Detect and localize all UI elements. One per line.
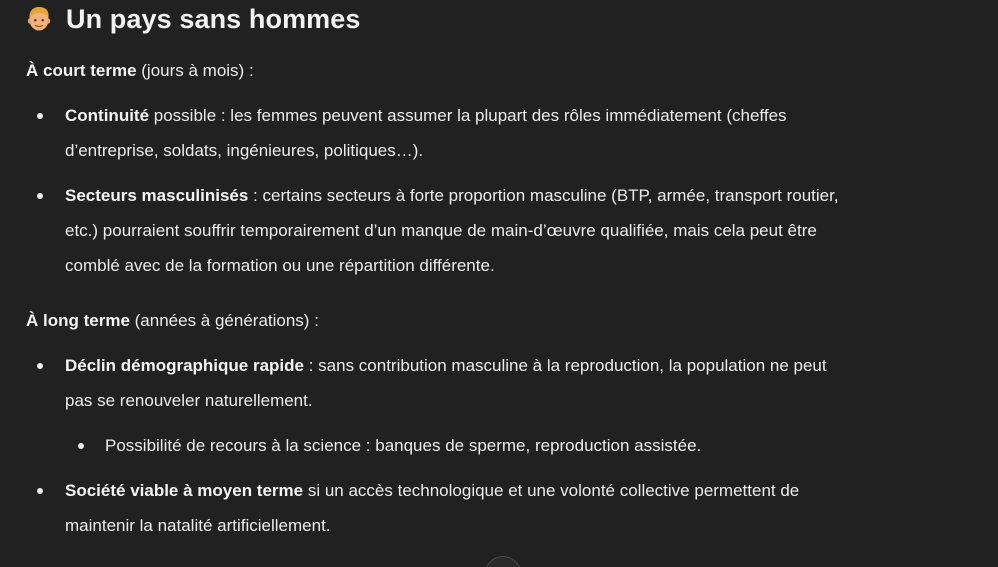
list-item [65, 348, 965, 418]
list-item-bold: Déclin démographique rapide [65, 356, 304, 375]
list-item-bold: Continuité [65, 106, 150, 125]
list-item-text: comblé avec de la formation ou une répartition différente. [65, 256, 495, 275]
bullet-dot [37, 113, 43, 119]
man-blond-hair-emoji-icon [26, 5, 52, 33]
bullet-dot [37, 363, 43, 369]
list-item-text: maintenir la natalité artificiellement. [65, 516, 331, 535]
list-item-text: : sans contribution masculine à la reproduction, la population ne peut [304, 356, 827, 375]
long-term-label-bold: À long terme [26, 311, 130, 330]
bullet-dot [37, 488, 43, 494]
bullet-dot [78, 443, 84, 449]
list-item [65, 98, 965, 168]
long-term-label-rest: (années à générations) : [129, 311, 319, 330]
sub-list-item-text: Possibilité de recours à la science : banques de sperme, reproduction assistée. [105, 436, 702, 455]
list-item [65, 473, 965, 543]
section-heading [26, 2, 361, 36]
list-item-text: d’entreprise, soldats, ingénieures, politiques…). [65, 141, 424, 160]
long-term-label [26, 309, 319, 333]
list-item [65, 178, 965, 283]
bullet-dot [37, 193, 43, 199]
short-term-label-rest: (jours à mois) : [136, 61, 254, 80]
list-item-text: : certains secteurs à forte proportion masculine (BTP, armée, transport routier, [248, 186, 839, 205]
list-item-text: etc.) pourraient souffrir temporairement d’un manque de main-d’œuvre qualifiée, mais cela peut être [65, 221, 817, 240]
sub-list-item [105, 428, 965, 463]
list-item-text: possible : les femmes peuvent assumer la plupart des rôles immédiatement (cheffes [149, 106, 787, 125]
short-term-label-bold: À court terme [26, 61, 137, 80]
list-item-text: pas se renouveler naturellement. [65, 391, 313, 410]
scroll-down-button[interactable] [485, 556, 521, 567]
list-item-bold: Secteurs masculinisés [65, 186, 249, 205]
short-term-label [26, 59, 254, 83]
section-title: Un pays sans hommes [66, 3, 361, 34]
list-item-bold: Société viable à moyen terme [65, 481, 304, 500]
list-item-text: si un accès technologique et une volonté collective permettent de [303, 481, 800, 500]
